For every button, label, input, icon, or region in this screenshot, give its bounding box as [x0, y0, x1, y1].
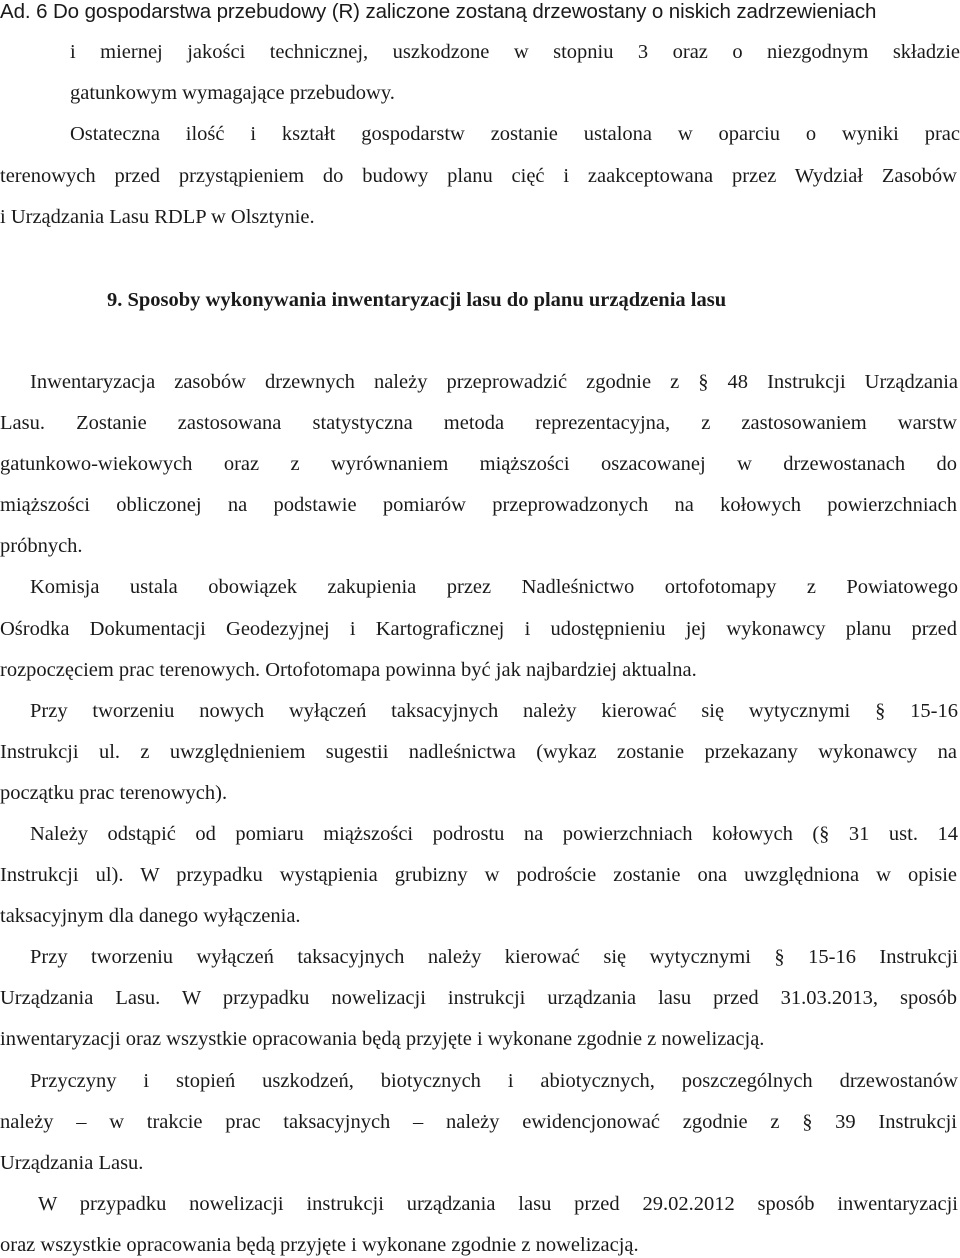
text-line: miąższości obliczonej na podstawie pomiarów przeprowadzonych na kołowych powierzchniach	[0, 494, 957, 516]
text-line: Instrukcji ul. z uwzględnieniem sugestii nadleśnictwa (wykaz zostanie przekazany wykonawcy na	[0, 741, 957, 763]
text-line: Urządzania Lasu. W przypadku nowelizacji instrukcji urządzania lasu przed 31.03.2013, sposób	[0, 987, 957, 1009]
text-line: Komisja ustala obowiązek zakupienia przez Nadleśnictwo ortofotomapy z Powiatowego	[30, 576, 958, 598]
text-line: inwentaryzacji oraz wszystkie opracowania będą przyjęte i wykonane zgodnie z nowelizacją.	[0, 1028, 765, 1050]
text-line: terenowych przed przystąpieniem do budowy planu cięć i zaakceptowana przez Wydział Zasobów	[0, 165, 957, 187]
text-line: Ośrodka Dokumentacji Geodezyjnej i Kartograficznej i udostępnieniu jej wykonawcy planu przed	[0, 618, 957, 640]
text-line: W przypadku nowelizacji instrukcji urządzania lasu przed 29.02.2012 sposób inwentaryzacji	[38, 1193, 958, 1215]
text-line: Należy odstąpić od pomiaru miąższości podrostu na powierzchniach kołowych (§ 31 ust. 14	[30, 823, 958, 845]
text-line: oraz wszystkie opracowania będą przyjęte i wykonane zgodnie z nowelizacją.	[0, 1234, 639, 1256]
text-line: Urządzania Lasu.	[0, 1152, 144, 1174]
text-line: i Urządzania Lasu RDLP w Olsztynie.	[0, 206, 315, 228]
text-line: należy – w trakcie prac taksacyjnych – należy ewidencjonować zgodnie z § 39 Instrukcji	[0, 1111, 957, 1133]
text-line: taksacyjnym dla danego wyłączenia.	[0, 905, 301, 927]
text-line: początku prac terenowych).	[0, 782, 228, 804]
text-line: gatunkowym wymagające przebudowy.	[70, 82, 395, 104]
text-line: Instrukcji ul). W przypadku wystąpienia grubizny w podroście zostanie ona uwzględniona w opisie	[0, 864, 957, 886]
text-line: gatunkowo-wiekowych oraz z wyrównaniem miąższości oszacowanej w drzewostanach do	[0, 453, 957, 475]
text-line: Inwentaryzacja zasobów drzewnych należy przeprowadzić zgodnie z § 48 Instrukcji Urządzania	[30, 371, 958, 393]
text-line: Ostateczna ilość i kształt gospodarstw zostanie ustalona w oparciu o wyniki prac	[70, 123, 960, 145]
text-line: Ad. 6 Do gospodarstwa przebudowy (R) zaliczone zostaną drzewostany o niskich zadrzewieniach	[0, 0, 877, 23]
section-heading: 9. Sposoby wykonywania inwentaryzacji lasu do planu urządzenia lasu	[107, 289, 727, 311]
text-line: próbnych.	[0, 535, 83, 557]
text-line: Przy tworzeniu nowych wyłączeń taksacyjnych należy kierować się wytycznymi § 15-16	[30, 700, 958, 722]
text-line: Przy tworzeniu wyłączeń taksacyjnych należy kierować się wytycznymi § 15-16 Instrukcji	[30, 946, 958, 968]
text-line: rozpoczęciem prac terenowych. Ortofotomapa powinna być jak najbardziej aktualna.	[0, 659, 697, 681]
text-line: Lasu. Zostanie zastosowana statystyczna metoda reprezentacyjna, z zastosowaniem warstw	[0, 412, 957, 434]
text-line: i miernej jakości technicznej, uszkodzone w stopniu 3 oraz o niezgodnym składzie	[70, 41, 960, 63]
text-line: Przyczyny i stopień uszkodzeń, biotycznych i abiotycznych, poszczególnych drzewostanów	[30, 1070, 958, 1092]
